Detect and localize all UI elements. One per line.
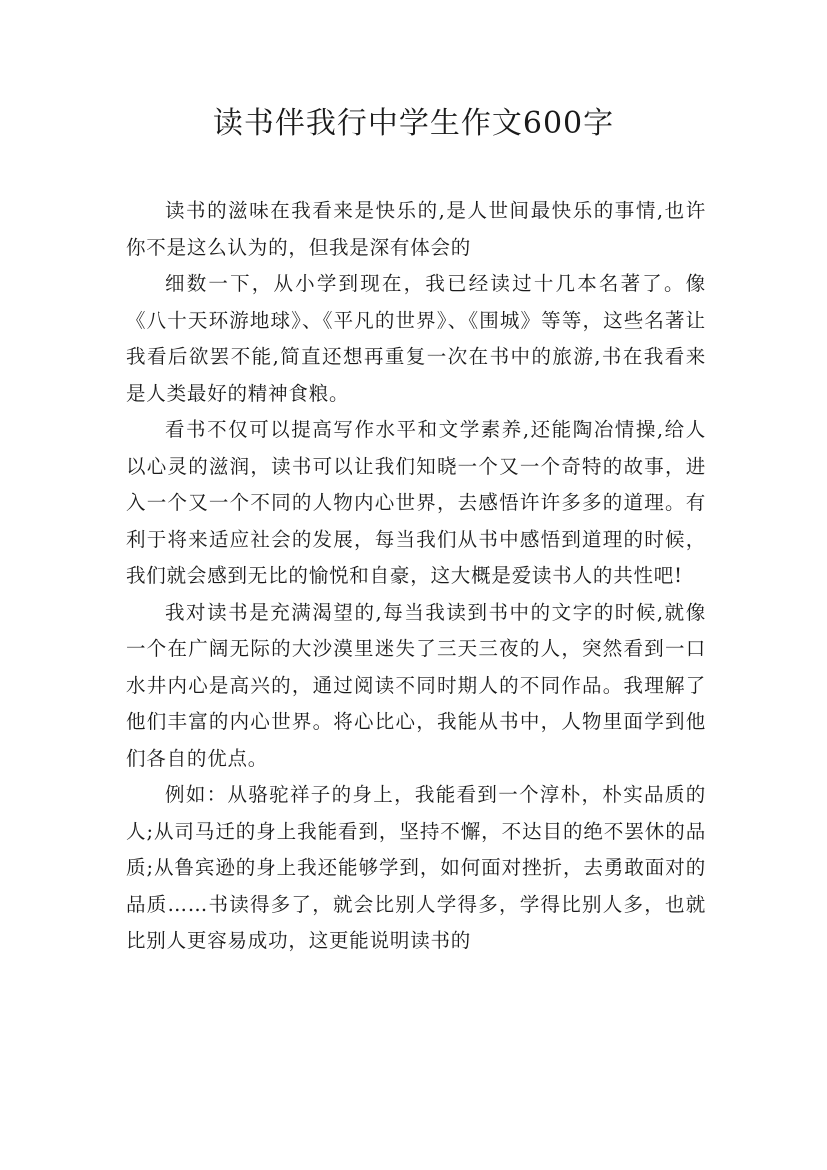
- document-body: [126, 193, 706, 960]
- paragraph-4: 我对读书是充满渴望的,每当我读到书中的文字的时候,就像一个在广阔无际的大沙漠里迷失了三天三夜的人，突然看到一口水井内心是高兴的，通过阅读不同时期人的不同作品。我理解了他们丰富的内心世界。将心比心，我能从书中，人物里面学到他们各自的优点。: [126, 600, 706, 770]
- paragraph-3: 看书不仅可以提高写作水平和文学素养,还能陶冶情操,给人以心灵的滋润，读书可以让我们知晓一个又一个奇特的故事，进入一个又一个不同的人物内心世界，去感悟许许多多的道理。有利于将来适应社会的发展，每当我们从书中感悟到道理的时候，我们就会感到无比的愉悦和自豪，这大概是爱读书人的共性吧!: [126, 418, 706, 587]
- document-title: 读书伴我行中学生作文600字: [212, 106, 615, 141]
- paragraph-1: 读书的滋味在我看来是快乐的,是人世间最快乐的事情,也许你不是这么认为的，但我是深有体会的: [126, 199, 706, 259]
- paragraph-2: 细数一下，从小学到现在，我已经读过十几本名著了。像《八十天环游地球》、《平凡的世界》、《围城》等等，这些名著让我看后欲罢不能,简直还想再重复一次在书中的旅游,书在我看来是人类最好的精神食粮。: [126, 272, 706, 405]
- paragraph-5: 例如：从骆驼祥子的身上，我能看到一个淳朴，朴实品质的人;从司马迁的身上我能看到，坚持不懈，不达目的绝不罢休的品质;从鲁宾逊的身上我还能够学到，如何面对挫折，去勇敢面对的品质……书读得多了，就会比别人学得多，学得比别人多，也就比别人更容易成功，这更能说明读书的: [126, 783, 706, 952]
